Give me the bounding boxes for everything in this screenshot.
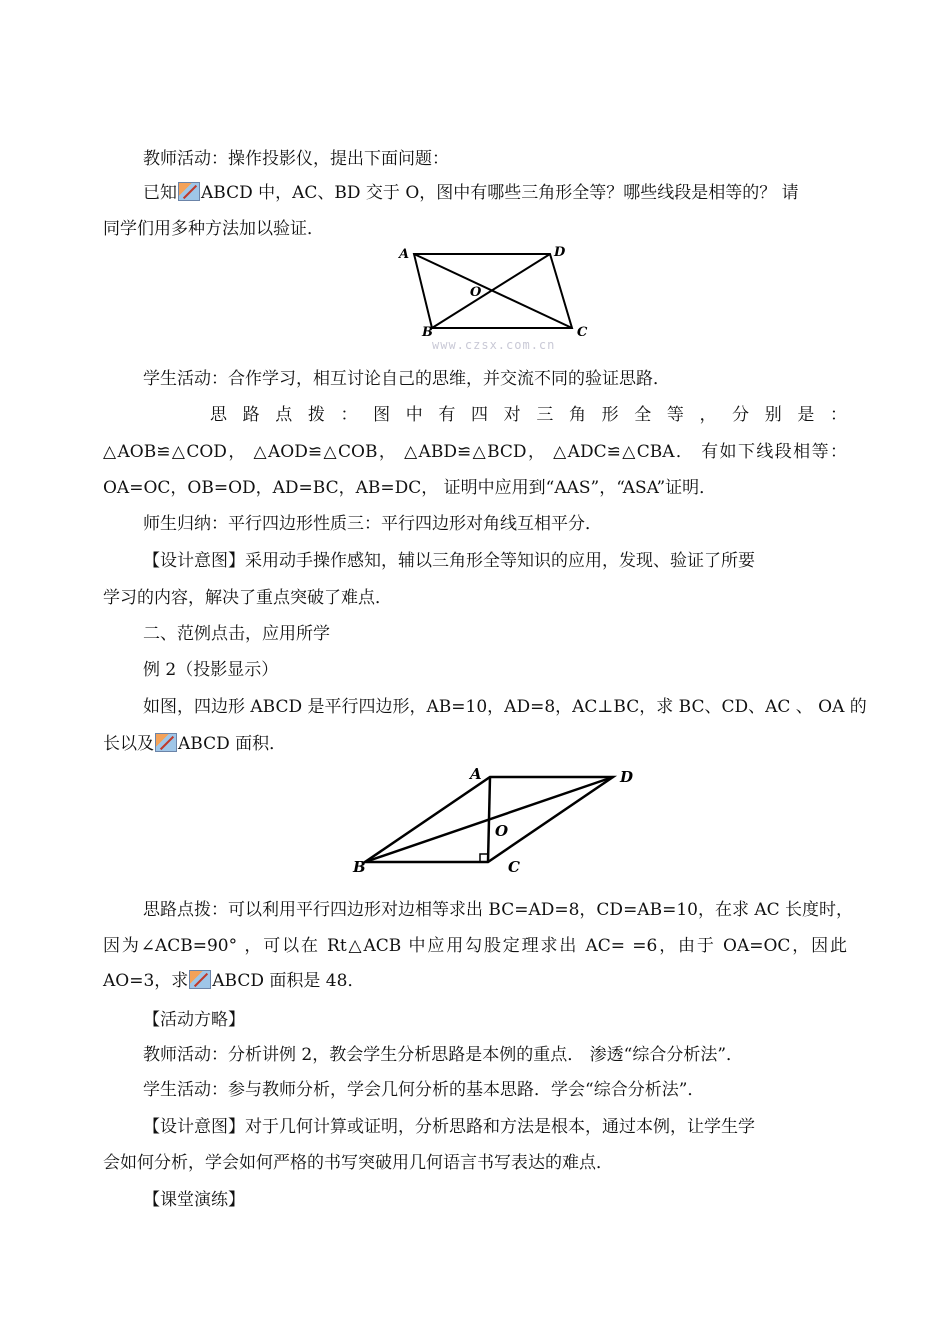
text-segment: ABCD 中，AC、BD 交于 O，图中有哪些三角形全等？哪些线段是相等的？ 请	[201, 183, 799, 203]
diagonal-bd	[432, 254, 550, 328]
text-line-8: 师生归纳：平行四边形性质三：平行四边形对角线互相平分．	[143, 514, 602, 534]
figure-parallelogram-1	[392, 240, 602, 340]
text-segment: 长以及	[103, 734, 154, 754]
figure-parallelogram-2	[345, 760, 645, 885]
label-a: A	[399, 247, 410, 262]
example-label: 例 2（投影显示）	[143, 660, 279, 680]
parallelogram-icon	[189, 970, 211, 989]
text-line-16: 因为∠ACB=90° ，可以在 Rt△ACB 中应用勾股定理求出 AC= =6，由于 OA=OC，因此	[103, 936, 847, 956]
activity-heading: 【活动方略】	[143, 1010, 245, 1030]
text-line-4: 学生活动：合作学习，相互讨论自己的思维，并交流不同的验证思路．	[143, 369, 670, 389]
label-c: C	[577, 325, 588, 340]
label-d: D	[620, 768, 634, 786]
text-segment: AO=3，求	[103, 971, 189, 991]
text-line-3: 同学们用多种方法加以验证．	[103, 219, 324, 239]
text-line-21: 【设计意图】对于几何计算或证明，分析思路和方法是根本，通过本例，让学生学	[143, 1117, 755, 1137]
text-line-22: 会如何分析，学会如何严格的书写突破用几何语言书写表达的难点．	[103, 1153, 613, 1173]
text-line-9: 【设计意图】采用动手操作感知，辅以三角形全等知识的应用，发现、验证了所要	[143, 551, 755, 571]
text-line-14	[103, 733, 286, 755]
label-b: B	[353, 858, 366, 876]
watermark: www.czsx.com.cn	[432, 338, 556, 352]
label-a: A	[470, 765, 482, 783]
label-b: B	[422, 325, 433, 340]
practice-heading: 【课堂演练】	[143, 1190, 245, 1210]
text-line-1: 教师活动：操作投影仪，提出下面问题：	[143, 149, 449, 169]
label-o: O	[495, 822, 509, 840]
label-c: C	[508, 858, 520, 876]
text-line-10: 学习的内容，解决了重点突破了难点．	[103, 588, 392, 608]
parallelogram-icon	[155, 733, 177, 752]
text-line-7: OA=OC，OB=OD，AD=BC，AB=DC， 证明中应用到“AAS”，“ASA”证明．	[103, 478, 717, 498]
text-line-19: 教师活动：分析讲例 2，教会学生分析思路是本例的重点． 渗透“综合分析法”．	[143, 1045, 744, 1065]
text-line-20: 学生活动：参与教师分析，学会几何分析的基本思路．学会“综合分析法”．	[143, 1080, 705, 1100]
section-heading: 二、范例点击，应用所学	[143, 624, 330, 644]
text-line-5: 思 路 点 拨 ： 图 中 有 四 对 三 角 形 全 等 ， 分 别 是 ：	[210, 405, 847, 425]
text-line-15: 思路点拨：可以利用平行四边形对边相等求出 BC=AD=8，CD=AB=10，在求 AC 长度时，	[143, 900, 854, 920]
parallelogram-icon	[178, 182, 200, 201]
diagonal-ac	[414, 254, 572, 328]
text-line-13: 如图，四边形 ABCD 是平行四边形，AB=10，AD=8，AC⊥BC，求 BC、CD、AC 、 OA 的	[143, 697, 867, 717]
text-segment: ABCD 面积．	[178, 734, 287, 754]
text-line-6: △AOB≌△COD， △AOD≌△COB， △ABD≌△BCD， △ADC≌△CBA． 有如下线段相等：	[103, 442, 847, 462]
text-line-17	[103, 970, 364, 992]
text-segment: 已知	[143, 183, 177, 203]
text-line-2	[143, 182, 799, 204]
label-o: O	[470, 285, 482, 300]
label-d: D	[554, 245, 566, 260]
text-segment: ABCD 面积是 48．	[212, 971, 365, 991]
